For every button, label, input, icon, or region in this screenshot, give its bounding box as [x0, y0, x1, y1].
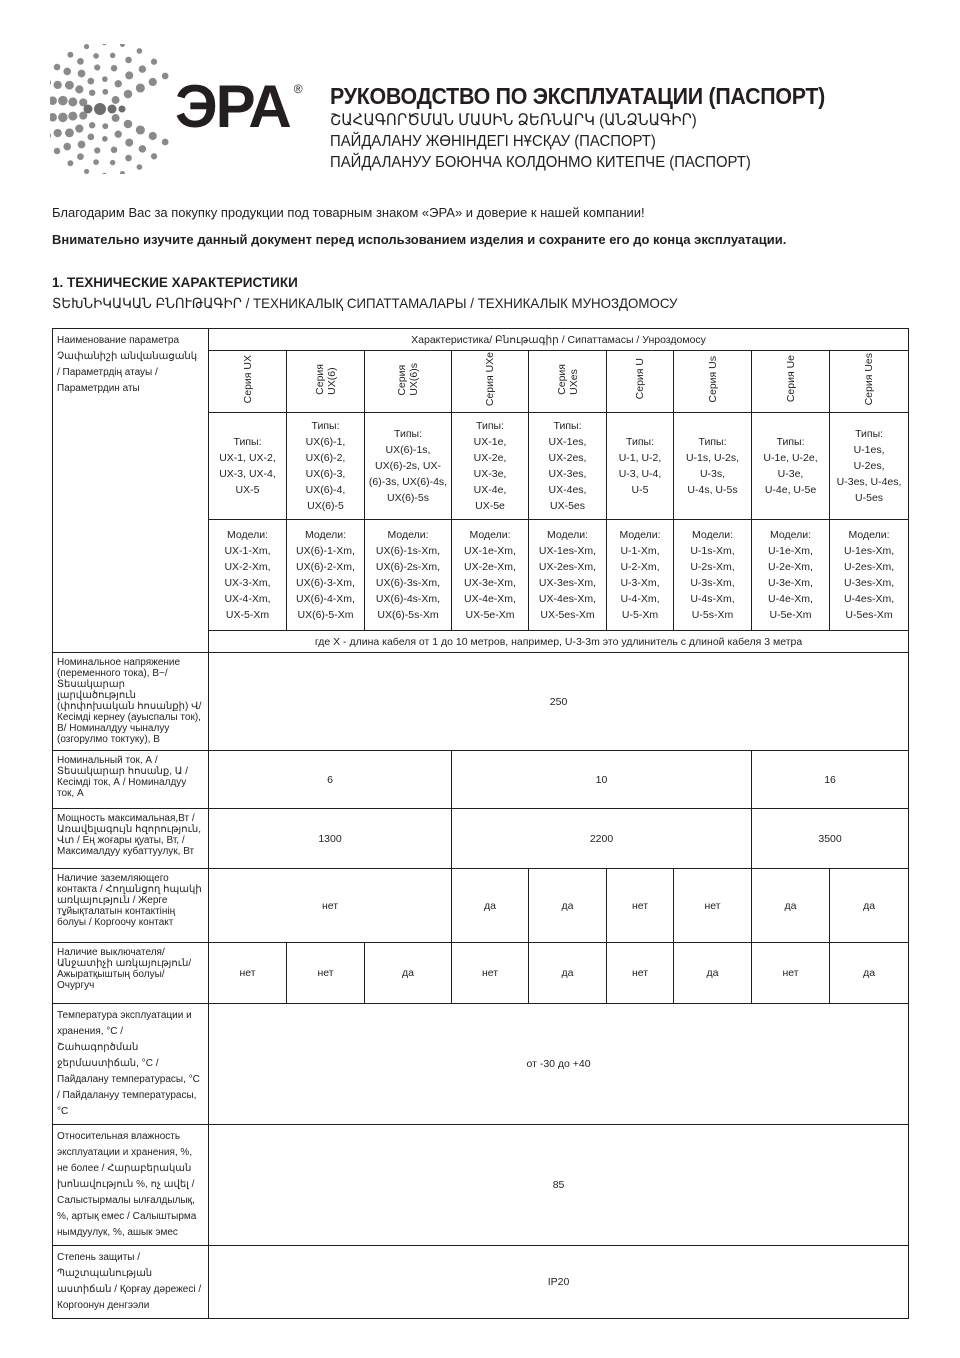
temperature-label: Температура эксплуатации и хранения, °С / Շահագործման ջերմաստիճան, °С / Пайдалану температурасы, °С / Пайдалануу температурасы, °С: [53, 1004, 209, 1125]
series-cell: [287, 351, 365, 413]
models-cell: Модели: UX-1-Xm, UX-2-Xm, UX-3-Xm, UX-4-Xm, UX-5-Xm: [209, 520, 287, 631]
series-label: Серия Us: [706, 355, 719, 403]
humidity-value: 85: [209, 1125, 909, 1246]
section-subtitle: ՏԵԽՆԻԿԱԿԱՆ ԲՆՈՒԹԱԳԻՐ / ТЕХНИКАЛЫҚ СИПАТТАМАЛАРЫ / ТЕХНИКАЛЫК МУНОЗДОМОСУ: [52, 295, 678, 311]
humidity-label: Относительная влажность эксплуатации и хранения, %, не более / Հարաբերական խոնավություն %, ոչ ավել / Салыстырмалы ылғалдылық, %, артық емес / Салыштырма нымдуулук, %, ашык эмес: [53, 1125, 209, 1246]
series-label: Серия UX: [241, 354, 254, 404]
models-cell: Модели: UX-1e-Xm, UX-2e-Xm, UX-3e-Xm, UX-4e-Xm, UX-5e-Xm: [452, 520, 529, 631]
ground-label: Наличие заземляющего контакта / Հողանցող հպակի առկայություն / Жерге тұйықталатын контактінің болуы / Коргоочу контакт: [53, 869, 209, 943]
registered-mark: ®: [293, 82, 303, 96]
logo-dot: [87, 78, 94, 85]
series-cell: [452, 351, 529, 413]
logo-dot: [84, 44, 89, 49]
logo-dot: [84, 169, 89, 174]
logo-dot: [120, 171, 125, 174]
logo-dot: [54, 81, 62, 89]
switch-value: да: [674, 943, 752, 1004]
protection-value: IP20: [209, 1246, 909, 1319]
switch-value: нет: [452, 943, 529, 1004]
logo-dot: [149, 78, 157, 86]
brand-logo: [50, 44, 303, 174]
switch-value: да: [529, 943, 607, 1004]
warning-text: Внимательно изучите данный документ перед использованием изделия и сохраните его до конца эксплуатации.: [52, 232, 787, 247]
logo-dots-icon: [50, 44, 175, 174]
logo-dot: [112, 114, 120, 122]
logo-dot: [139, 145, 146, 152]
logo-dot: [139, 65, 146, 72]
logo-dot: [65, 128, 74, 137]
logo-dot: [78, 141, 86, 149]
ground-value: да: [752, 869, 830, 943]
logo-dot: [102, 89, 108, 95]
types-cell: Типы: U-1e, U-2e, U-3e, U-4e, U-5e: [752, 413, 830, 520]
ground-value: нет: [674, 869, 752, 943]
logo-dot: [162, 139, 169, 146]
logo-dot: [110, 53, 115, 58]
logo-dot: [93, 53, 99, 59]
logo-dot: [75, 125, 83, 133]
current-label: Номинальный ток, А / Տեսակարար հոսանք, Ա / Кесімді ток, А / Номиналдуу ток, А: [53, 751, 209, 809]
models-cell: Модели: UX(6)-1s-Xm, UX(6)-2s-Xm, UX(6)-3s-Xm, UX(6)-4s-Xm, UX(6)-5s-Xm: [365, 520, 452, 631]
logo-dot: [124, 120, 133, 129]
logo-dot: [151, 59, 157, 65]
logo-dot: [87, 133, 94, 140]
series-cell: [830, 351, 909, 413]
logo-dot: [68, 97, 77, 106]
types-cell: Типы: U-1es, U-2es, U-3es, U-4es, U-5es: [830, 413, 909, 520]
specs-table: [52, 328, 909, 1319]
logo-dot: [102, 76, 108, 82]
logo-dot: [124, 90, 133, 99]
logo-dot: [136, 83, 145, 92]
logo-dot: [50, 96, 57, 105]
logo-dot: [58, 96, 68, 106]
logo-dot: [125, 139, 133, 147]
series-label: Серия UXe: [484, 351, 496, 407]
ground-value: да: [452, 869, 529, 943]
types-cell: Типы: U-1s, U-2s, U-3s, U-4s, U-5s: [674, 413, 752, 520]
logo-dot: [89, 90, 95, 96]
logo-dot: [115, 80, 122, 87]
logo-dot: [136, 125, 145, 134]
logo-dot: [125, 155, 132, 162]
logo-dot: [84, 105, 93, 114]
models-cell: Модели: U-1e-Xm, U-2e-Xm, U-3e-Xm, U-4e-Xm, U-5e-Xm: [752, 520, 830, 631]
models-cell: Модели: U-1es-Xm, U-2es-Xm, U-3es-Xm, U-4es-Xm, U-5es-Xm: [830, 520, 909, 631]
current-value: 16: [752, 751, 909, 809]
series-label: Серия UX(6)s: [396, 362, 420, 396]
logo-dot: [93, 159, 99, 165]
char-header: Характеристика/ Բնութագիր / Сипаттамасы / Унроздомосу: [209, 329, 909, 351]
logo-dot: [89, 122, 95, 128]
logo-dot: [68, 112, 77, 121]
brand-wordmark: [175, 72, 303, 142]
series-label: Серия Ues: [863, 352, 876, 406]
temperature-value: от -30 до +40: [209, 1004, 909, 1125]
logo-dot: [125, 57, 132, 64]
logo-dot: [137, 164, 143, 170]
logo-dot: [67, 160, 73, 166]
logo-dot: [111, 65, 118, 72]
ground-value: да: [529, 869, 607, 943]
thanks-text: Благодарим Вас за покупку продукции под товарным знаком «ЭРА» и доверие к нашей компании!: [52, 205, 645, 220]
logo-dot: [75, 85, 83, 93]
logo-dot: [65, 81, 74, 90]
logo-dot: [94, 103, 106, 115]
current-value: 6: [209, 751, 452, 809]
models-cell: Модели: UX(6)-1-Xm, UX(6)-2-Xm, UX(6)-3-Xm, UX(6)-4-Xm, UX(6)-5-Xm: [287, 520, 365, 631]
series-cell: [607, 351, 674, 413]
logo-dot: [77, 153, 84, 160]
logo-dot: [110, 160, 115, 165]
current-value: 10: [452, 751, 752, 809]
ground-value: да: [830, 869, 909, 943]
cable-note: где X - длина кабеля от 1 до 10 метров, например, U-3-3m это удлинитель с длиной кабеля 3 метра: [209, 631, 909, 653]
series-cell: [752, 351, 830, 413]
series-cell: [209, 351, 287, 413]
voltage-value: 250: [209, 653, 909, 751]
protection-label: Степень защиты / Պաշտպանության աստիճան / Қорғау дәрежесі / Коргоонун денгээли: [53, 1246, 209, 1319]
switch-value: нет: [287, 943, 365, 1004]
logo-dot: [149, 132, 157, 140]
logo-dot: [102, 136, 108, 142]
series-label: Серия Ue: [784, 355, 797, 403]
logo-dot: [50, 132, 51, 139]
switch-value: нет: [209, 943, 287, 1004]
document-titles: [330, 82, 862, 173]
brand-name: ЭРА: [175, 73, 290, 140]
logo-dot: [67, 52, 73, 58]
types-cell: Типы: UX(6)-1s, UX(6)-2s, UX- (6)-3s, UX(6)-4s, UX(6)-5s: [365, 413, 452, 520]
logo-dot: [125, 71, 133, 79]
power-value: 1300: [209, 809, 452, 869]
switch-value: нет: [752, 943, 830, 1004]
ground-value: нет: [209, 869, 452, 943]
power-value: 2200: [452, 809, 752, 869]
logo-dot: [94, 147, 100, 153]
logo-dot: [63, 143, 71, 151]
switch-value: да: [830, 943, 909, 1004]
logo-dot: [58, 113, 68, 123]
logo-dot: [63, 68, 71, 76]
logo-dot: [120, 44, 125, 47]
logo-dot: [137, 48, 143, 54]
logo-dot: [54, 129, 62, 137]
title-hy: ՇԱՀԱԳՈՐԾՄԱՆ ՄԱՍԻՆ ՁԵՌՆԱՐԿ (ԱՆՁՆԱԳԻՐ): [330, 112, 697, 129]
ground-value: нет: [607, 869, 674, 943]
types-cell: Типы: UX-1es, UX-2es, UX-3es, UX-4es, UX-5es: [529, 413, 607, 520]
series-cell: [529, 351, 607, 413]
logo-dot: [50, 113, 57, 122]
series-label: Серия UXes: [555, 363, 580, 395]
series-cell: [674, 351, 752, 413]
param-header: Наименование параметра Չափանիշի անվանացանկ / Параметрдің атауы / Параметрдин аты: [53, 329, 209, 653]
series-cell: [365, 351, 452, 413]
title-ru: РУКОВОДСТВО ПО ЭКСПЛУАТАЦИИ (ПАСПОРТ): [330, 83, 826, 109]
series-label: Серия UX(6): [313, 363, 338, 395]
switch-value: да: [365, 943, 452, 1004]
logo-dot: [108, 105, 117, 114]
logo-dot: [102, 173, 106, 174]
types-cell: Типы: UX(6)-1, UX(6)-2, UX(6)-3, UX(6)-4, UX(6)-5: [287, 413, 365, 520]
logo-dot: [50, 79, 51, 86]
models-cell: Модели: U-1s-Xm, U-2s-Xm, U-3s-Xm, U-4s-Xm, U-5s-Xm: [674, 520, 752, 631]
models-cell: Модели: U-1-Xm, U-2-Xm, U-3-Xm, U-4-Xm, U-5-Xm: [607, 520, 674, 631]
power-value: 3500: [752, 809, 909, 869]
switch-value: нет: [607, 943, 674, 1004]
types-cell: Типы: UX-1e, UX-2e, UX-3e, UX-4e, UX-5e: [452, 413, 529, 520]
logo-dot: [102, 44, 106, 45]
types-cell: Типы: U-1, U-2, U-3, U-4, U-5: [607, 413, 674, 520]
logo-dot: [54, 148, 61, 155]
logo-dot: [151, 153, 157, 159]
power-label: Мощность максимальная,Вт / Առավելագույն հզորություն, Վտ / Ең жоғары қуаты, Вт, / Максималдуу кубаттуулук, Вт: [53, 809, 209, 869]
models-cell: Модели: UX-1es-Xm, UX-2es-Xm, UX-3es-Xm, UX-4es-Xm, UX-5es-Xm: [529, 520, 607, 631]
logo-dot: [119, 106, 126, 113]
section-title: 1. ТЕХНИЧЕСКИЕ ХАРАКТЕРИСТИКИ: [52, 275, 298, 290]
logo-dot: [77, 58, 84, 65]
title-kk: ПАЙДАЛАНУ ЖӨНІНДЕГІ НҰСҚАУ (ПАСПОРТ): [330, 133, 656, 150]
logo-dot: [102, 123, 108, 129]
logo-dot: [54, 64, 61, 71]
title-ky: ПАЙДАЛАНУУ БОЮНЧА КОЛДОНМО КИТЕПЧЕ (ПАСПОРТ): [330, 154, 751, 171]
logo-dot: [78, 70, 86, 78]
logo-dot: [111, 147, 118, 154]
logo-dot: [115, 131, 122, 138]
series-label: Серия U: [634, 358, 646, 400]
voltage-label: Номинальное напряжение (переменного тока), В~/ Տեսակարար լարվածություն (փոփոխական հոսանքի) Վ/ Кесімді кернеу (ауыспалы ток), В/ Номиналдуу чыналуу (озгорулмо токтуку), В: [53, 653, 209, 751]
switch-label: Наличие выключателя/ Անջատիչի առկայություն/ Ажыратқыштың болуы/ Очургуч: [53, 943, 209, 1004]
logo-dot: [162, 73, 169, 80]
logo-dot: [112, 96, 120, 104]
types-cell: Типы: UX-1, UX-2, UX-3, UX-4, UX-5: [209, 413, 287, 520]
logo-dot: [94, 64, 100, 70]
